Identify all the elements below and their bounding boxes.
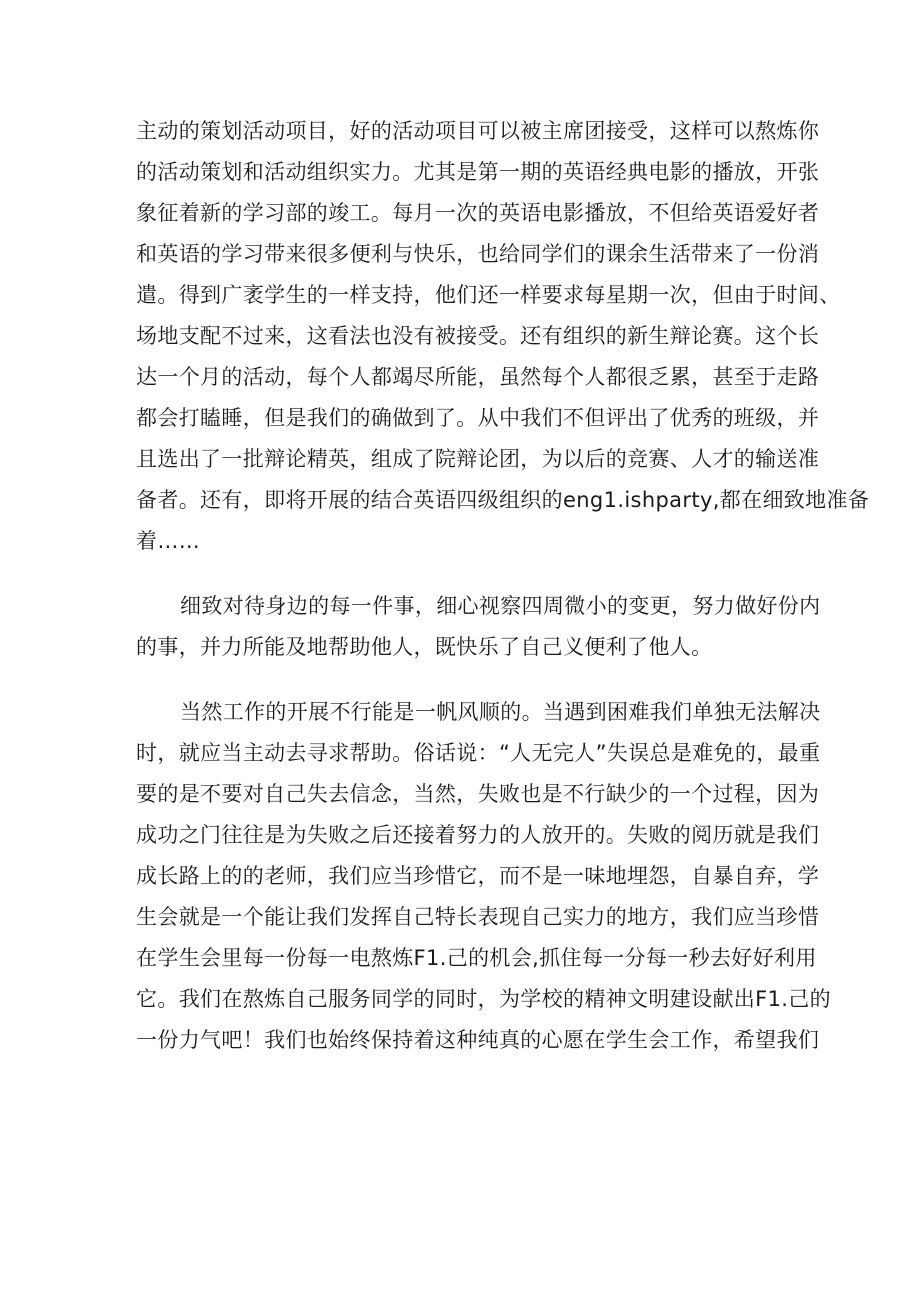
text-line: 备者。还有，即将开展的结合英语四级组织的eng1.ishparty,都在细致地准备 — [136, 488, 870, 512]
paragraph-gap — [136, 562, 796, 586]
text-line: 一份力气吧！我们也始终保持着这种纯真的心愿在学生会工作，希望我们 — [136, 1028, 820, 1052]
text-line-indented: 当然工作的开展不行能是一帆风顺的。当遇到困难我们单独无法解决 — [180, 700, 821, 724]
text-line: 且选出了一批辩论精英，组成了院辩论团，为以后的竞赛、人才的输送准 — [136, 447, 820, 471]
paragraph-difficulties — [136, 692, 832, 1061]
text-line: 在学生会里每一份每一电熬炼F1.己的机会,抓住每一分每一秒去好好利用 — [136, 946, 817, 970]
text-line: 成长路上的的老师，我们应当珍惜它，而不是一味地埋怨，自暴自弃，学 — [136, 864, 820, 888]
document-body — [136, 111, 870, 1061]
text-line: 和英语的学习带来很多便利与快乐，也给同学们的课余生活带来了一份消 — [136, 242, 820, 266]
text-line: 都会打瞌睡，但是我们的确做到了。从中我们不但评出了优秀的班级，并 — [136, 406, 820, 430]
text-line: 着…… — [136, 529, 201, 553]
text-line: 的活动策划和活动组织实力。尤其是第一期的英语经典电影的播放，开张 — [136, 160, 820, 184]
text-line: 场地支配不过来，这看法也没有被接受。还有组织的新生辩论赛。这个长 — [136, 324, 820, 348]
text-line: 生会就是一个能让我们发挥自己特长表现自己实力的地方，我们应当珍惜 — [136, 905, 820, 929]
text-line: 达一个月的活动，每个人都竭尽所能，虽然每个人都很乏累，甚至于走路 — [136, 365, 820, 389]
paragraph-gap — [136, 668, 796, 692]
text-line: 成功之门往往是为失败之后还接着努力的人放开的。失败的阅历就是我们 — [136, 823, 820, 847]
text-line: 遣。得到广袤学生的一样支持，他们还一样要求每星期一次，但由于时间、 — [136, 283, 841, 307]
text-line: 的事，并力所能及地帮助他人，既快乐了自己义便利了他人。 — [136, 635, 713, 659]
text-line: 时，就应当主动去寻求帮助。俗话说：“人无完人”失误总是难免的，最重 — [136, 741, 821, 765]
text-line-indented: 细致对待身边的每一件事，细心视察四周微小的变更，努力做好份内 — [180, 594, 821, 618]
text-line: 主动的策划活动项目，好的活动项目可以被主席团接受，这样可以熬炼你 — [136, 119, 820, 143]
paragraph-activities — [136, 111, 870, 562]
text-line: 它。我们在熬炼自己服务同学的同时，为学校的精神文明建设献出F1.己的 — [136, 987, 832, 1011]
paragraph-attitude — [136, 586, 821, 668]
text-line: 要的是不要对自己失去信念，当然，失败也是不行缺少的一个过程，因为 — [136, 782, 820, 806]
text-line: 象征着新的学习部的竣工。每月一次的英语电影播放，不但给英语爱好者 — [136, 201, 820, 225]
